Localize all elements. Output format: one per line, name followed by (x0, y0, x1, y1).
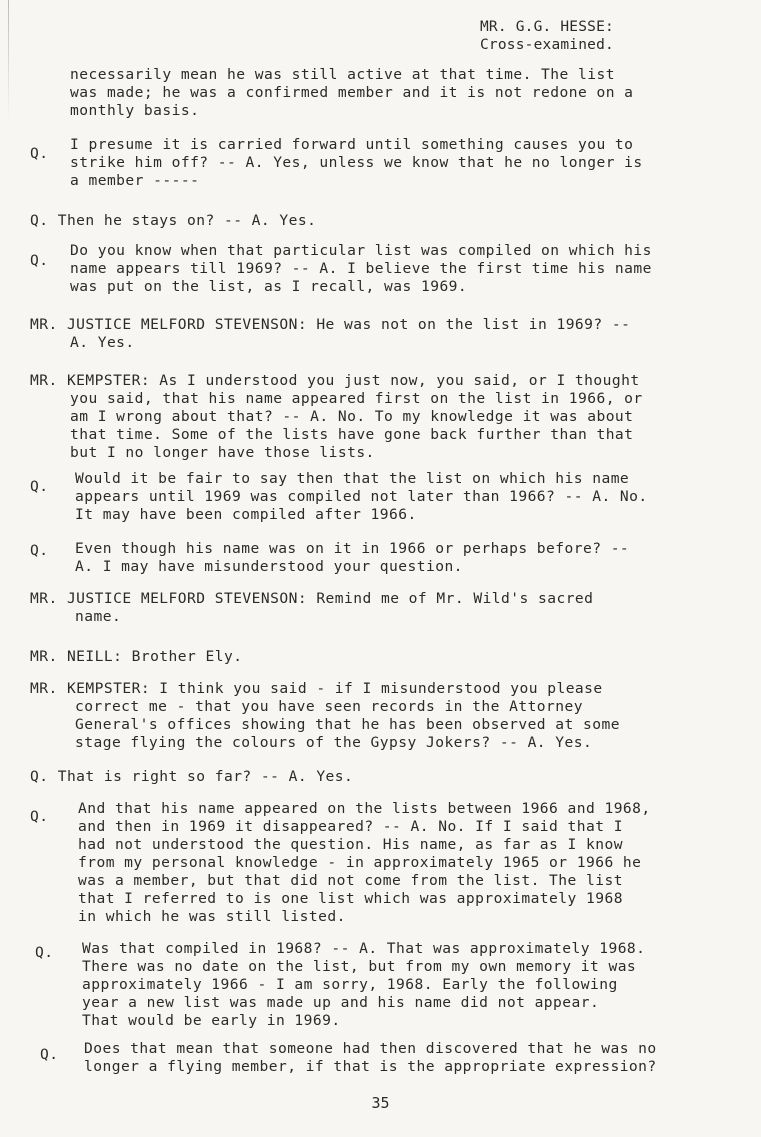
transcript-line: Q. (40, 1046, 59, 1063)
transcript-line: Q. Then he stays on? -- A. Yes. (30, 212, 317, 229)
transcript-line: A. Yes. (70, 334, 135, 351)
transcript-line: name. (75, 608, 122, 625)
transcript-line: was put on the list, as I recall, was 1969. (70, 278, 468, 295)
transcript-line: that I referred to is one list which was approximately 1968 (78, 890, 623, 907)
transcript-line: A. I may have misunderstood your question. (75, 558, 463, 575)
transcript-line: Do you know when that particular list was compiled on which his (70, 242, 652, 259)
transcript-line: year a new list was made up and his name did not appear. (82, 994, 600, 1011)
transcript-line: Q. (30, 252, 49, 269)
transcript-line: Q. (30, 145, 49, 162)
transcript-line: was a member, but that did not come from the list. The list (78, 872, 623, 889)
transcript-line: MR. KEMPSTER: As I understood you just now, you said, or I thought (30, 372, 640, 389)
page-number: 35 (371, 1094, 390, 1112)
transcript-line: There was no date on the list, but from my own memory it was (82, 958, 637, 975)
transcript-line: name appears till 1969? -- A. I believe the first time his name (70, 260, 652, 277)
transcript-line: Q. That is right so far? -- A. Yes. (30, 768, 354, 785)
transcript-line: monthly basis. (70, 102, 200, 119)
page-header (480, 18, 614, 54)
transcript-line: approximately 1966 - I am sorry, 1968. Early the following (82, 976, 618, 993)
transcript-line: Even though his name was on it in 1966 or perhaps before? -- (75, 540, 630, 557)
transcript-line: Does that mean that someone had then discovered that he was no (84, 1040, 657, 1057)
transcript-line: was made; he was a confirmed member and it is not redone on a (70, 84, 634, 101)
transcript-line: appears until 1969 was compiled not later than 1966? -- A. No. (75, 488, 648, 505)
transcript-line: stage flying the colours of the Gypsy Jokers? -- A. Yes. (75, 734, 593, 751)
transcript-line: Q. (30, 542, 49, 559)
transcript-line: MR. JUSTICE MELFORD STEVENSON: He was not on the list in 1969? -- (30, 316, 631, 333)
transcript-line: from my personal knowledge - in approximately 1965 or 1966 he (78, 854, 642, 871)
transcript-line: MR. KEMPSTER: I think you said - if I misunderstood you please (30, 680, 603, 697)
transcript-line: It may have been compiled after 1966. (75, 506, 417, 523)
transcript-line: Q. (30, 808, 49, 825)
transcript-line: necessarily mean he was still active at that time. The list (70, 66, 615, 83)
transcript-line: MR. NEILL: Brother Ely. (30, 648, 243, 665)
transcript-line: Was that compiled in 1968? -- A. That was approximately 1968. (82, 940, 646, 957)
transcript-line: correct me - that you have seen records in the Attorney (75, 698, 583, 715)
transcript-line: strike him off? -- A. Yes, unless we know that he no longer is (70, 154, 643, 171)
witness-name: MR. G.G. HESSE: (480, 19, 614, 35)
transcript-line: I presume it is carried forward until something causes you to (70, 136, 634, 153)
transcript-line: And that his name appeared on the lists between 1966 and 1968, (78, 800, 651, 817)
transcript-line: Would it be fair to say then that the list on which his name (75, 470, 630, 487)
transcript-line: had not understood the question. His name, as far as I know (78, 836, 623, 853)
transcript-line: a member ----- (70, 172, 200, 189)
transcript-line: you said, that his name appeared first on the list in 1966, or (70, 390, 643, 407)
transcript-line: am I wrong about that? -- A. No. To my knowledge it was about (70, 408, 634, 425)
transcript-line: and then in 1969 it disappeared? -- A. No. If I said that I (78, 818, 623, 835)
margin-mark (8, 0, 9, 120)
transcript-line: longer a flying member, if that is the appropriate expression? (84, 1058, 657, 1075)
transcript-line: MR. JUSTICE MELFORD STEVENSON: Remind me of Mr. Wild's sacred (30, 590, 594, 607)
transcript-line: Q. (35, 944, 54, 961)
transcript-line: in which he was still listed. (78, 908, 346, 925)
transcript-line: that time. Some of the lists have gone back further than that (70, 426, 634, 443)
transcript-line: General's offices showing that he has been observed at some (75, 716, 620, 733)
transcript-line: That would be early in 1969. (82, 1012, 341, 1029)
transcript-line: but I no longer have those lists. (70, 444, 375, 461)
transcript-line: Q. (30, 478, 49, 495)
examination-status: Cross-examined. (480, 37, 614, 53)
